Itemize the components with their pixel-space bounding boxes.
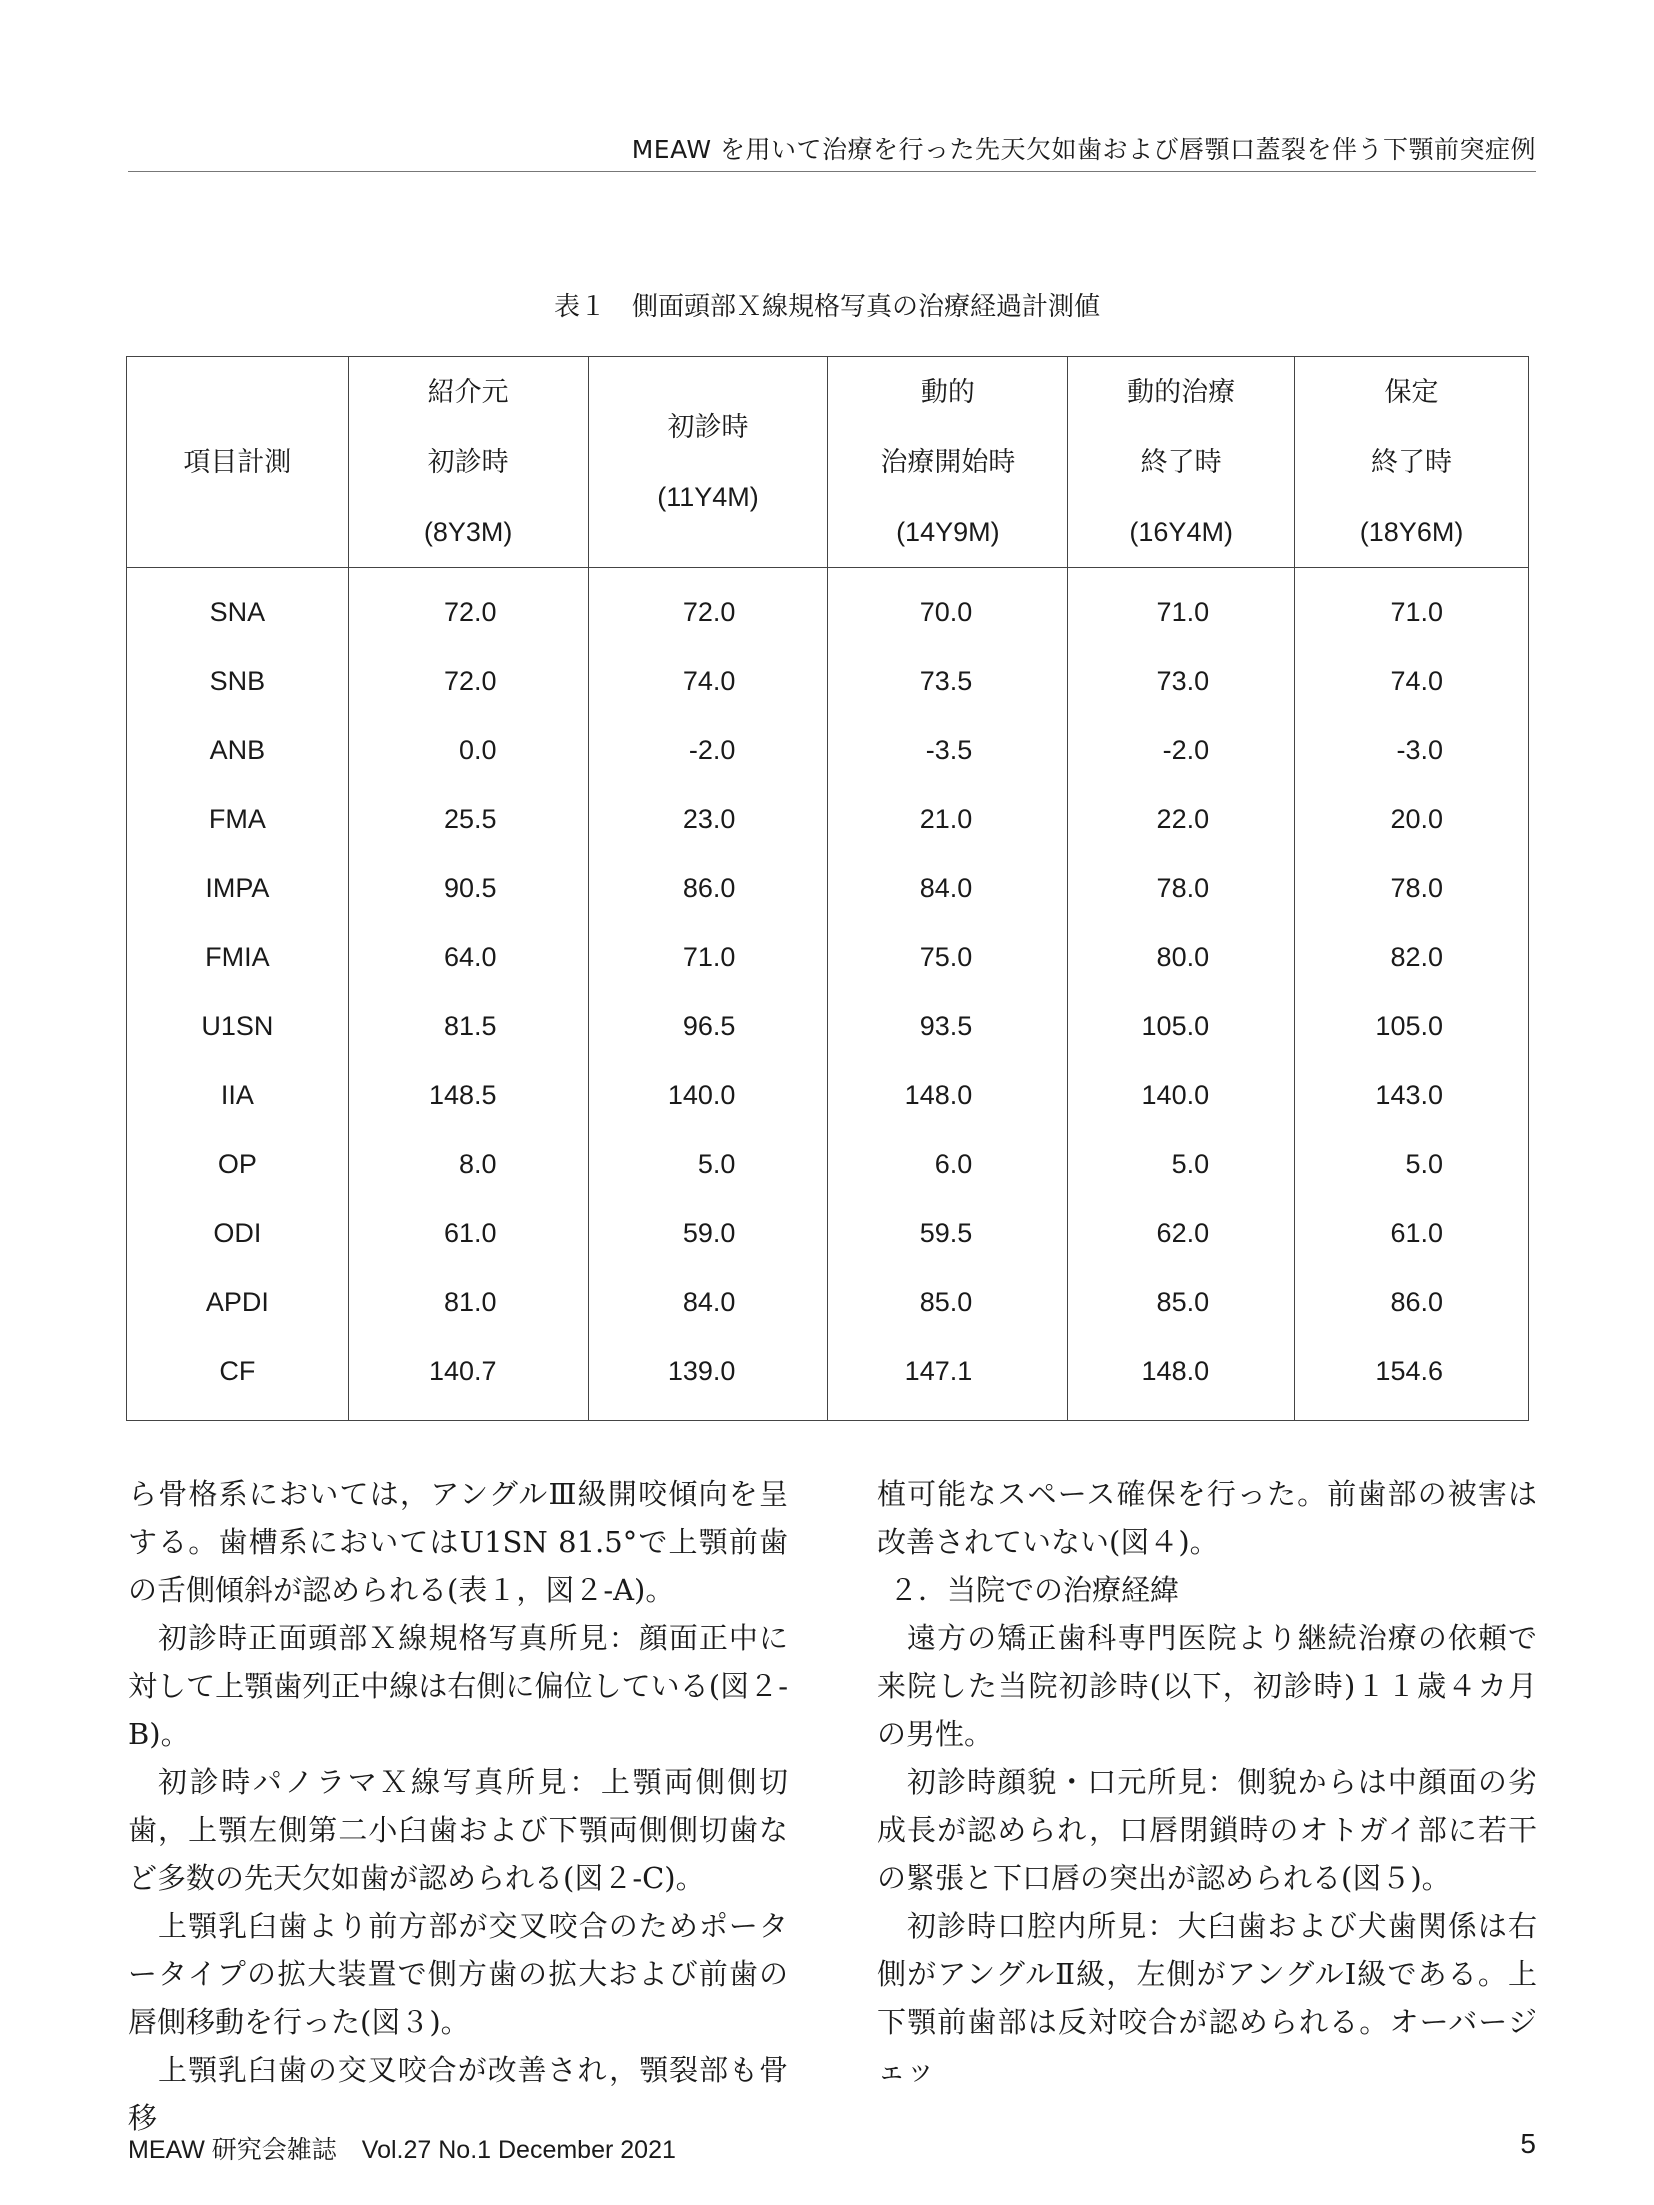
column-header-item: 項目計測 <box>127 357 349 568</box>
table-cell: 59.0 <box>588 1199 828 1268</box>
table-cell: -3.0 <box>1295 716 1529 785</box>
paragraph: 初診時口腔内所見：大臼歯および犬歯関係は右側がアングルⅡ級，左側がアングルⅠ級である。上下顎前歯部は反対咬合が認められる。オーバージェッ <box>877 1909 1537 2087</box>
table-row <box>127 1337 1529 1421</box>
column-header-treatment-start: 動的 治療開始時 (14Y9M) <box>828 357 1068 568</box>
table-cell: 139.0 <box>588 1337 828 1421</box>
table-cell: 154.6 <box>1295 1337 1529 1421</box>
row-label: FMIA <box>127 923 349 992</box>
table-cell: 72.0 <box>588 568 828 648</box>
table-caption: 表１ 側面頭部Ｘ線規格写真の治療経過計測値 <box>553 292 1100 322</box>
table-cell: 84.0 <box>588 1268 828 1337</box>
table-cell: 78.0 <box>1295 854 1529 923</box>
table-cell: 25.5 <box>348 785 588 854</box>
page-number: 5 <box>1520 2128 1536 2159</box>
body-column-right <box>877 1470 1537 2094</box>
table-cell: 20.0 <box>1295 785 1529 854</box>
table-cell: 73.0 <box>1068 647 1295 716</box>
row-label: APDI <box>127 1268 349 1337</box>
table-cell: 80.0 <box>1068 923 1295 992</box>
paragraph: ら骨格系においては，アングルⅢ級開咬傾向を呈する。歯槽系においてはU1SN 81.5°で上顎前歯の舌側傾斜が認められる(表１，図２-A)。 <box>128 1477 788 1607</box>
row-label: OP <box>127 1130 349 1199</box>
column-header-initial: 初診時 (11Y4M) <box>588 357 828 568</box>
table-cell: 70.0 <box>828 568 1068 648</box>
body-column-left <box>128 1470 788 2142</box>
table-cell: 140.0 <box>588 1061 828 1130</box>
table-cell: 6.0 <box>828 1130 1068 1199</box>
table-cell: 5.0 <box>1295 1130 1529 1199</box>
paragraph: 上顎乳臼歯の交叉咬合が改善され，顎裂部も骨移 <box>128 2053 788 2135</box>
table-cell: 143.0 <box>1295 1061 1529 1130</box>
table-cell: 59.5 <box>828 1199 1068 1268</box>
table-cell: 5.0 <box>1068 1130 1295 1199</box>
table-cell: 86.0 <box>1295 1268 1529 1337</box>
table-cell: 71.0 <box>1068 568 1295 648</box>
table-cell: 74.0 <box>588 647 828 716</box>
row-label: ODI <box>127 1199 349 1268</box>
table-cell: 86.0 <box>588 854 828 923</box>
cephalometric-table <box>126 356 1529 1421</box>
table-cell: 84.0 <box>828 854 1068 923</box>
column-header-referral-initial: 紹介元 初診時 (8Y3M) <box>348 357 588 568</box>
row-label: FMA <box>127 785 349 854</box>
table-row <box>127 923 1529 992</box>
table-cell: 72.0 <box>348 568 588 648</box>
table-row <box>127 647 1529 716</box>
table-cell: 72.0 <box>348 647 588 716</box>
table-cell: 5.0 <box>588 1130 828 1199</box>
row-label: SNB <box>127 647 349 716</box>
table-cell: 22.0 <box>1068 785 1295 854</box>
table-cell: -2.0 <box>588 716 828 785</box>
running-header: MEAW を用いて治療を行った先天欠如歯および唇顎口蓋裂を伴う下顎前突症例 <box>631 135 1536 164</box>
table-cell: 81.0 <box>348 1268 588 1337</box>
table-cell: 85.0 <box>828 1268 1068 1337</box>
table-cell: 71.0 <box>1295 568 1529 648</box>
row-label: CF <box>127 1337 349 1421</box>
row-label: ANB <box>127 716 349 785</box>
table-cell: 8.0 <box>348 1130 588 1199</box>
paragraph: 上顎乳臼歯より前方部が交叉咬合のためポータータイプの拡大装置で側方歯の拡大および前歯の唇側移動を行った(図３)。 <box>128 1909 788 2039</box>
table-row <box>127 1061 1529 1130</box>
table-cell: 23.0 <box>588 785 828 854</box>
table-cell: 74.0 <box>1295 647 1529 716</box>
table-cell: 93.5 <box>828 992 1068 1061</box>
table-row <box>127 854 1529 923</box>
table-cell: 105.0 <box>1068 992 1295 1061</box>
paragraph: 植可能なスペース確保を行った。前歯部の被害は改善されていない(図４)。 <box>877 1477 1537 1559</box>
paragraph: 遠方の矯正歯科専門医院より継続治療の依頼で来院した当院初診時(以下，初診時)１１歳４カ月の男性。 <box>877 1621 1537 1751</box>
table-cell: 140.7 <box>348 1337 588 1421</box>
header-rule <box>128 171 1536 172</box>
table-cell: 78.0 <box>1068 854 1295 923</box>
table-cell: 148.5 <box>348 1061 588 1130</box>
table-row <box>127 1199 1529 1268</box>
table-cell: 85.0 <box>1068 1268 1295 1337</box>
row-label: SNA <box>127 568 349 648</box>
table-cell: 96.5 <box>588 992 828 1061</box>
paragraph: 初診時顔貌・口元所見：側貌からは中顔面の劣成長が認められ，口唇閉鎖時のオトガイ部に若干の緊張と下口唇の突出が認められる(図５)。 <box>877 1765 1537 1895</box>
table-cell: 148.0 <box>828 1061 1068 1130</box>
table-row <box>127 992 1529 1061</box>
row-label: U1SN <box>127 992 349 1061</box>
table-row <box>127 1130 1529 1199</box>
table-row <box>127 1268 1529 1337</box>
paragraph: 初診時正面頭部Ｘ線規格写真所見：顔面正中に対して上顎歯列正中線は右側に偏位している(図２-B)。 <box>128 1621 788 1751</box>
paragraph: 初診時パノラマＸ線写真所見：上顎両側側切歯，上顎左側第二小臼歯および下顎両側側切歯など多数の先天欠如歯が認められる(図２-C)。 <box>128 1765 788 1895</box>
table-cell: 62.0 <box>1068 1199 1295 1268</box>
table-cell: -3.5 <box>828 716 1068 785</box>
table-cell: 148.0 <box>1068 1337 1295 1421</box>
table-cell: 147.1 <box>828 1337 1068 1421</box>
column-header-retention-end: 保定 終了時 (18Y6M) <box>1295 357 1529 568</box>
table-cell: 140.0 <box>1068 1061 1295 1130</box>
table-cell: 64.0 <box>348 923 588 992</box>
table-cell: 73.5 <box>828 647 1068 716</box>
row-label: IIA <box>127 1061 349 1130</box>
column-header-treatment-end: 動的治療 終了時 (16Y4M) <box>1068 357 1295 568</box>
section-heading: ２．当院での治療経緯 <box>889 1573 1180 1607</box>
table-cell: 61.0 <box>348 1199 588 1268</box>
table-row <box>127 568 1529 648</box>
table-row <box>127 785 1529 854</box>
table-cell: 21.0 <box>828 785 1068 854</box>
table-cell: 61.0 <box>1295 1199 1529 1268</box>
table-cell: 82.0 <box>1295 923 1529 992</box>
table-cell: 90.5 <box>348 854 588 923</box>
table-row <box>127 716 1529 785</box>
table-cell: 81.5 <box>348 992 588 1061</box>
table-cell: 0.0 <box>348 716 588 785</box>
table-cell: 71.0 <box>588 923 828 992</box>
table-cell: -2.0 <box>1068 716 1295 785</box>
row-label: IMPA <box>127 854 349 923</box>
table-cell: 75.0 <box>828 923 1068 992</box>
table-cell: 105.0 <box>1295 992 1529 1061</box>
footer-journal: MEAW 研究会雑誌 Vol.27 No.1 December 2021 <box>128 2136 676 2164</box>
